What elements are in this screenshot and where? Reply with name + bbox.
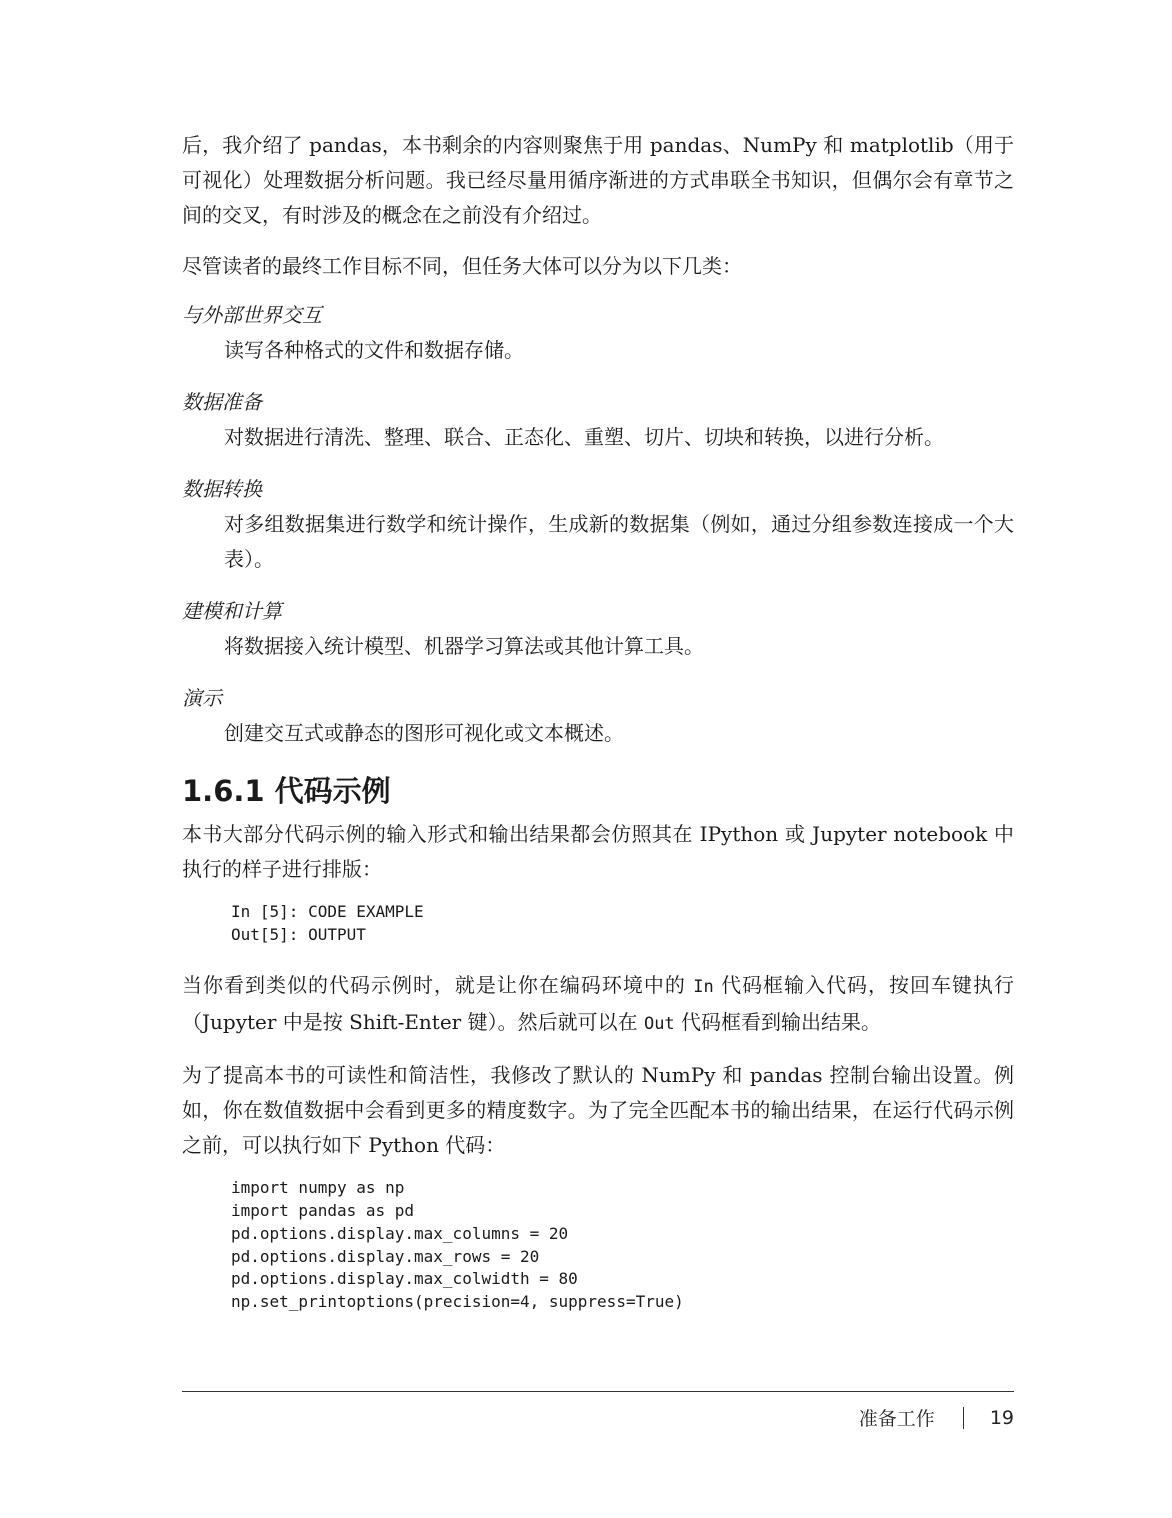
task-definition: 将数据接入统计模型、机器学习算法或其他计算工具。: [224, 634, 704, 658]
code-line: In [5]: CODE EXAMPLE: [231, 902, 424, 921]
task-term: 演示: [182, 686, 222, 710]
inline-code-in: In: [693, 977, 714, 998]
tasks-lead: 尽管读者的最终工作目标不同，但任务大体可以分为以下几类：: [182, 254, 742, 278]
task-term: 建模和计算: [182, 599, 282, 623]
code-line: np.set_printoptions(precision=4, suppress=True): [231, 1291, 684, 1311]
inline-code-out: Out: [643, 1014, 675, 1035]
task-definition: 创建交互式或静态的图形可视化或文本概述。: [224, 721, 624, 745]
code-line: pd.options.display.max_columns = 20: [231, 1223, 569, 1243]
task-definition: 对数据进行清洗、整理、联合、正态化、重塑、切片、切块和转换，以进行分析。: [224, 425, 944, 449]
footer-divider: [963, 1407, 964, 1429]
code-line: pd.options.display.max_colwidth = 80: [231, 1269, 578, 1289]
task-definition: 对多组数据集进行数学和统计操作，生成新的数据集（例如，通过分组参数连接成一个大表）。: [224, 512, 1014, 571]
code-line: import numpy as np: [231, 1178, 405, 1198]
page-body: [182, 128, 1014, 1336]
task-term: 与外部世界交互: [182, 303, 322, 327]
code-line: Out[5]: OUTPUT: [231, 924, 366, 944]
code-line: pd.options.display.max_rows = 20: [231, 1246, 540, 1266]
section-paragraph-1: 本书大部分代码示例的输入形式和输出结果都会仿照其在 IPython 或 Jupyter notebook 中执行的样子进行排版：: [182, 822, 1014, 881]
section-paragraph-3: 为了提高本书的可读性和简洁性，我修改了默认的 NumPy 和 pandas 控制台输出设置。例如，你在数值数据中会看到更多的精度数字。为了完全匹配本书的输出结果，在运行代码示例之前，可以执行如下 Python 代码：: [182, 1063, 1014, 1158]
section-paragraph-2: [182, 968, 1014, 1042]
example-code-block: [231, 901, 1014, 946]
task-definition: 读写各种格式的文件和数据存储。: [224, 338, 524, 362]
task-list: [182, 298, 1014, 751]
text-span: 代码框看到输出结果。: [674, 1010, 882, 1035]
section-title: 1.6.1 代码示例: [182, 774, 391, 808]
page-footer: [182, 1391, 1014, 1431]
text-span: 代码框输入代码，按回车键执行（Jupyter 中是按 Shift-Enter 键）。然后就可以在: [182, 973, 1015, 1035]
code-line: import pandas as pd: [231, 1201, 415, 1221]
task-term: 数据准备: [182, 390, 262, 414]
footer-content: [182, 1404, 1014, 1431]
footer-chapter-title: 准备工作: [858, 1408, 935, 1430]
task-term: 数据转换: [182, 477, 262, 501]
text-span: 当你看到类似的代码示例时，就是让你在编码环境中的: [182, 973, 694, 998]
setup-code-block: [231, 1177, 1014, 1313]
intro-paragraph: 后，我介绍了 pandas，本书剩余的内容则聚焦于用 pandas、NumPy 和 matplotlib（用于可视化）处理数据分析问题。我已经尽量用循序渐进的方式串联全书知识，但偶尔会有章节之间的交叉，有时涉及的概念在之前没有介绍过。: [182, 133, 1014, 227]
footer-page-number: 19: [989, 1406, 1014, 1429]
